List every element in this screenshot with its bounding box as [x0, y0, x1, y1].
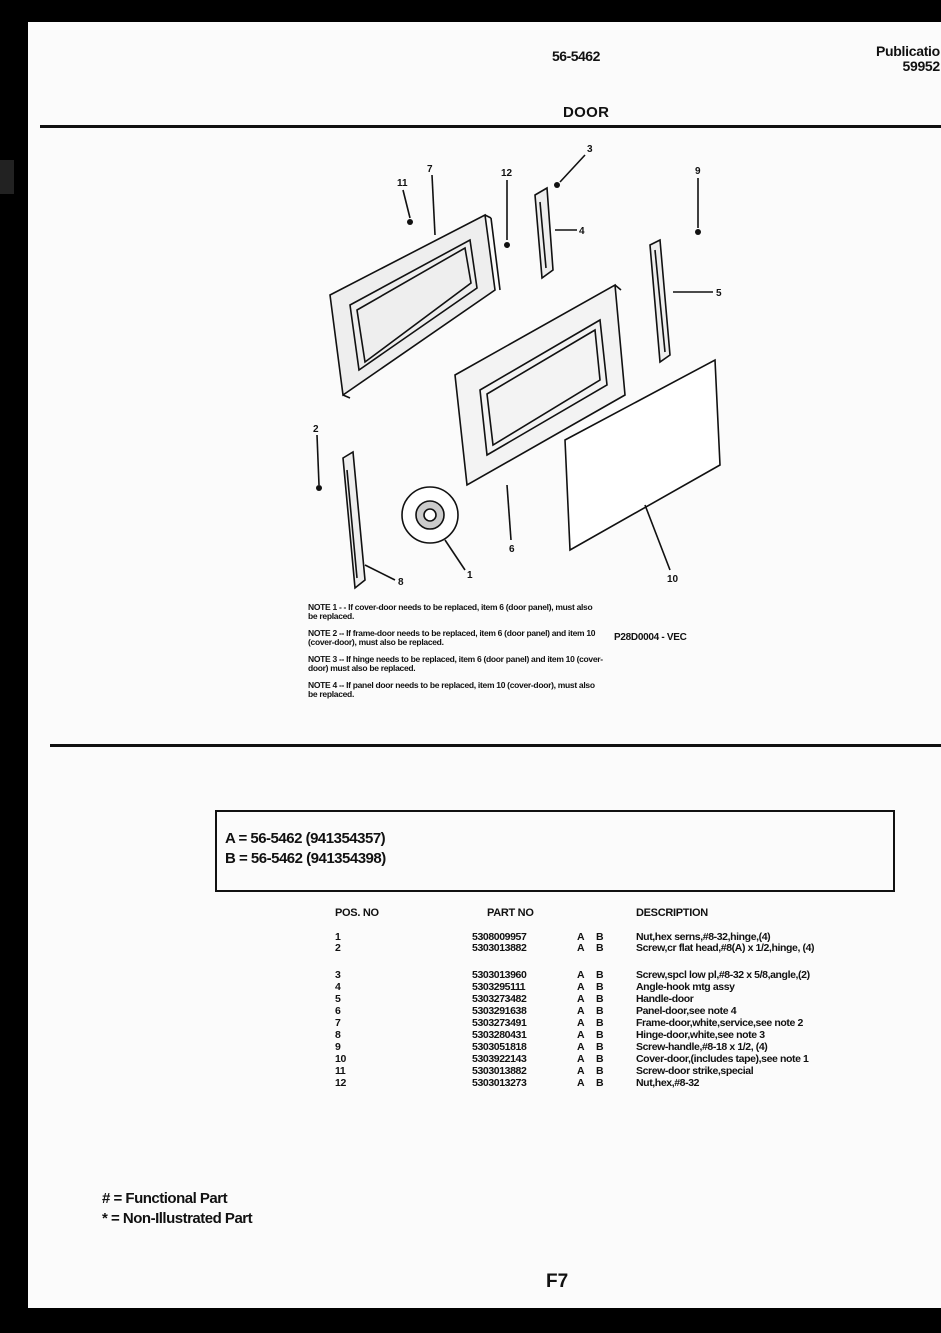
model-a-cell: A [577, 1005, 585, 1017]
desc-cell: Handle-door [636, 993, 694, 1005]
model-a-cell: A [577, 931, 585, 943]
model-b-cell: B [596, 942, 604, 954]
model-b-cell: B [596, 1053, 604, 1065]
desc-cell: Screw-door strike,special [636, 1065, 754, 1077]
part-cell: 5303013882 [472, 942, 527, 954]
pos-cell: 8 [335, 1029, 341, 1041]
desc-cell: Cover-door,(includes tape),see note 1 [636, 1053, 809, 1065]
model-a-cell: A [577, 981, 585, 993]
model-a-cell: A [577, 993, 585, 1005]
pos-cell: 5 [335, 993, 341, 1005]
part-cell: 5303291638 [472, 1005, 527, 1017]
model-a-cell: A [577, 1077, 585, 1089]
callout-8: 8 [398, 577, 404, 588]
scan-edge-mark [0, 160, 14, 194]
model-a-cell: A [577, 1053, 585, 1065]
pos-cell: 11 [335, 1065, 346, 1077]
functional-part-legend: # = Functional Part [102, 1190, 228, 1207]
desc-cell: Panel-door,see note 4 [636, 1005, 737, 1017]
publication-label: Publicatio [876, 43, 940, 59]
angle-hook-drawing [535, 188, 553, 278]
note-1: NOTE 1 - - If cover-door needs to be replaced, item 6 (door panel), must also be replaced. [308, 602, 593, 621]
pos-cell: 6 [335, 1005, 341, 1017]
handle-drawing [650, 240, 670, 362]
header-rule [40, 125, 941, 128]
page-number: F7 [546, 1271, 569, 1292]
part-cell: 5303273491 [472, 1017, 527, 1029]
model-b-cell: B [596, 1077, 604, 1089]
model-b-cell: B [596, 969, 604, 981]
part-cell: 5308009957 [472, 931, 527, 943]
part-cell: 5303922143 [472, 1053, 527, 1065]
model-a-cell: A [577, 942, 585, 954]
desc-cell: Angle-hook mtg assy [636, 981, 735, 993]
service-notes [308, 603, 603, 707]
callout-6: 6 [509, 544, 515, 555]
figure-code: P28D0004 - VEC [614, 632, 687, 643]
desc-cell: Hinge-door,white,see note 3 [636, 1029, 765, 1041]
model-b-cell: B [596, 1017, 604, 1029]
callout-9: 9 [695, 166, 701, 177]
note-2: NOTE 2 -- If frame-door needs to be replaced, item 6 (door panel) and item 10 (cover-door), must also be replaced. [308, 628, 596, 647]
desc-cell: Nut,hex,#8-32 [636, 1077, 700, 1089]
legend-b: B = 56-5462 (941354398) [225, 850, 386, 867]
part-cell: 5303051818 [472, 1041, 527, 1053]
desc-cell: Nut,hex serns,#8-32,hinge,(4) [636, 931, 771, 943]
model-a-cell: A [577, 1029, 585, 1041]
pos-cell: 3 [335, 969, 341, 981]
part-cell: 5303273482 [472, 993, 527, 1005]
model-number: 56-5462 [552, 48, 600, 64]
model-a-cell: A [577, 969, 585, 981]
callout-10: 10 [667, 574, 679, 585]
note-3: NOTE 3 -- If hinge needs to be replaced, item 6 (door panel) and item 10 (cover-door) must also be replaced. [308, 654, 603, 673]
header-description: DESCRIPTION [636, 907, 708, 919]
callout-2: 2 [313, 424, 319, 435]
model-b-cell: B [596, 1041, 604, 1053]
callout-3: 3 [587, 144, 593, 155]
model-legend-box [215, 810, 895, 892]
pos-cell: 4 [335, 981, 341, 993]
header-part-no: PART NO [487, 907, 534, 919]
part-cell: 5303013960 [472, 969, 527, 981]
model-a-cell: A [577, 1065, 585, 1077]
part-cell: 5303295111 [472, 981, 526, 993]
note-4: NOTE 4 -- If panel door needs to be replaced, item 10 (cover-door), must also be replaced. [308, 680, 595, 699]
part-cell: 5303013882 [472, 1065, 527, 1077]
pos-cell: 12 [335, 1077, 346, 1089]
callout-1: 1 [467, 570, 473, 581]
callout-4: 4 [579, 226, 585, 237]
desc-cell: Screw-handle,#8-18 x 1/2, (4) [636, 1041, 768, 1053]
pos-cell: 10 [335, 1053, 346, 1065]
model-a-cell: A [577, 1041, 585, 1053]
desc-cell: Screw,cr flat head,#8(A) x 1/2,hinge, (4) [636, 942, 815, 954]
model-b-cell: B [596, 981, 604, 993]
nut-detail-drawing [402, 487, 458, 543]
section-rule [50, 744, 941, 747]
desc-cell: Frame-door,white,service,see note 2 [636, 1017, 803, 1029]
hinge-drawing [343, 452, 365, 588]
pos-cell: 9 [335, 1041, 341, 1053]
door-exploded-diagram [295, 140, 735, 600]
publication-number: 59952 [902, 58, 940, 74]
callout-12: 12 [501, 168, 513, 179]
part-cell: 5303013273 [472, 1077, 527, 1089]
callout-5: 5 [716, 288, 722, 299]
model-b-cell: B [596, 1005, 604, 1017]
model-b-cell: B [596, 1029, 604, 1041]
pos-cell: 1 [335, 931, 341, 943]
section-title: DOOR [563, 104, 610, 121]
callout-7: 7 [427, 164, 433, 175]
pos-cell: 2 [335, 942, 341, 954]
legend-a: A = 56-5462 (941354357) [225, 830, 386, 847]
model-b-cell: B [596, 1065, 604, 1077]
model-a-cell: A [577, 1017, 585, 1029]
model-b-cell: B [596, 931, 604, 943]
pos-cell: 7 [335, 1017, 341, 1029]
non-illustrated-part-legend: * = Non-Illustrated Part [102, 1210, 253, 1227]
callout-11: 11 [397, 178, 408, 189]
publication-block [876, 44, 940, 74]
part-cell: 5303280431 [472, 1029, 527, 1041]
model-b-cell: B [596, 993, 604, 1005]
header-pos-no: POS. NO [335, 907, 379, 919]
desc-cell: Screw,spcl low pl,#8-32 x 5/8,angle,(2) [636, 969, 810, 981]
